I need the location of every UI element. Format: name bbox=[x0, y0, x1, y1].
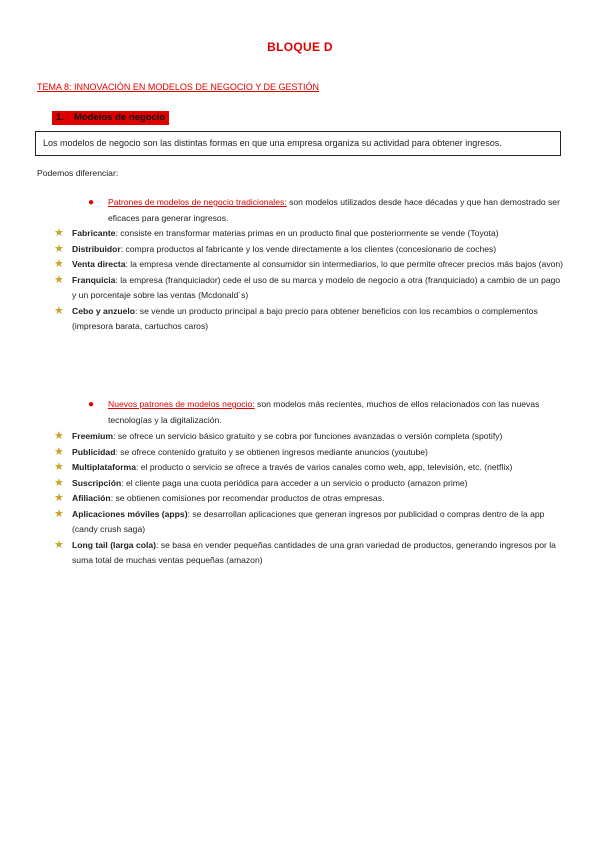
list-item bbox=[54, 491, 564, 507]
list-item bbox=[54, 257, 564, 273]
list-item bbox=[54, 538, 564, 569]
star-bullet-icon: ★ bbox=[54, 476, 64, 489]
item-text: : se ofrece un servicio básico gratuito y se cobra por funciones avanzadas o versión completa (spotify) bbox=[113, 431, 503, 441]
item-term: Multiplataforma bbox=[72, 462, 136, 472]
section-heading bbox=[52, 111, 169, 125]
item-term: Long tail (larga cola) bbox=[72, 539, 157, 550]
new-list bbox=[54, 429, 564, 569]
item-term: Venta directa bbox=[72, 259, 126, 269]
list-item bbox=[54, 242, 564, 258]
list-item bbox=[54, 445, 564, 461]
item-text: : se desarrollan aplicaciones que generan ingresos por publicidad o compras dentro de la app (candy crush saga) bbox=[72, 508, 545, 534]
item-text: : el cliente paga una cuota periódica para acceder a un servicio o producto (amazon prime) bbox=[121, 477, 468, 488]
bullet-dot-icon: ● bbox=[88, 399, 95, 410]
star-bullet-icon: ★ bbox=[54, 227, 64, 239]
item-text: : se basa en vender pequeñas cantidades de una gran variedad de productos, generando ingresos por la suma total de muchas ventas pequeñas (amazon) bbox=[72, 539, 556, 565]
list-item bbox=[54, 460, 564, 476]
item-term: Aplicaciones móviles (apps) bbox=[72, 508, 188, 519]
item-term: Franquicia bbox=[72, 274, 116, 285]
item-text: : la empresa (franquiciador) cede el uso de su marca y modelo de negocio a otra (franquiciado) a cambio de un pago y un porcentaje sobre las ventas (Mcdonald´s) bbox=[72, 274, 561, 300]
traditional-list bbox=[54, 226, 564, 335]
star-bullet-icon: ★ bbox=[54, 258, 64, 270]
bullet-dot-icon: ● bbox=[88, 197, 95, 208]
traditional-group-heading bbox=[88, 195, 568, 226]
item-term: Publicidad bbox=[72, 446, 116, 457]
list-item bbox=[54, 304, 564, 335]
new-group-heading bbox=[88, 397, 568, 428]
definition-box: Los modelos de negocio son las distintas formas en que una empresa organiza su actividad para obtener ingresos. bbox=[35, 131, 561, 156]
star-bullet-icon: ★ bbox=[54, 242, 64, 255]
item-text: : compra productos al fabricante y los vende directamente a los clientes (concesionario de coches) bbox=[120, 243, 497, 254]
item-text: : se obtienen comisiones por recomendar productos de otras empresas. bbox=[110, 493, 385, 503]
item-term: Fabricante bbox=[72, 228, 116, 238]
list-item bbox=[54, 476, 564, 492]
star-bullet-icon: ★ bbox=[54, 273, 64, 286]
section-label: Modelos de negocio bbox=[73, 112, 166, 123]
item-term: Cebo y anzuelo bbox=[72, 305, 136, 316]
star-bullet-icon: ★ bbox=[54, 507, 64, 520]
list-item bbox=[54, 226, 564, 242]
list-item bbox=[54, 507, 564, 538]
traditional-label: Patrones de modelos de negocio tradicionales: bbox=[108, 197, 287, 207]
new-label: Nuevos patrones de modelos negocio: bbox=[108, 399, 255, 409]
star-bullet-icon: ★ bbox=[54, 492, 64, 504]
item-term: Freemium bbox=[72, 431, 114, 441]
star-bullet-icon: ★ bbox=[54, 430, 64, 442]
traditional-description: son modelos utilizados desde hace décadas y que han demostrado ser eficaces para generar ingresos. bbox=[108, 197, 560, 223]
item-text: : la empresa vende directamente al consumidor sin intermediarios, lo que permite ofrecer precios más bajos (avon) bbox=[125, 259, 564, 269]
item-text: : el producto o servicio se ofrece a través de varios canales como web, app, televisión, etc. (netflix) bbox=[135, 462, 513, 472]
section-number: 1. bbox=[56, 112, 64, 123]
item-text: : se vende un producto principal a bajo precio para obtener beneficios con los recambios o complementos (impresora barata, cartuchos caros) bbox=[72, 305, 538, 331]
item-term: Suscripción bbox=[72, 477, 122, 488]
item-term: Distribuidor bbox=[72, 243, 121, 254]
star-bullet-icon: ★ bbox=[54, 538, 64, 551]
item-text: : consiste en transformar materias primas en un producto final que posteriormente se vende (Toyota) bbox=[115, 228, 499, 238]
list-item bbox=[54, 429, 564, 445]
page-title: BLOQUE D bbox=[267, 40, 333, 54]
star-bullet-icon: ★ bbox=[54, 304, 64, 317]
item-text: : se ofrece contenido gratuito y se obtienen ingresos mediante anuncios (youtube) bbox=[115, 446, 428, 457]
star-bullet-icon: ★ bbox=[54, 461, 64, 473]
lead-text: Podemos diferenciar: bbox=[37, 168, 119, 178]
list-item bbox=[54, 273, 564, 304]
topic-heading: TEMA 8: INNOVACIÓN EN MODELOS DE NEGOCIO Y DE GESTIÓN bbox=[37, 82, 320, 92]
new-description: son modelos más recientes, muchos de ellos relacionados con las nuevas tecnologías y la digitalización. bbox=[108, 399, 540, 425]
item-term: Afiliación bbox=[72, 493, 111, 503]
star-bullet-icon: ★ bbox=[54, 445, 64, 458]
